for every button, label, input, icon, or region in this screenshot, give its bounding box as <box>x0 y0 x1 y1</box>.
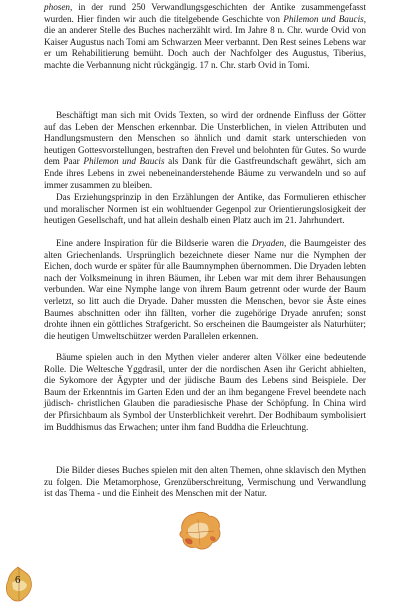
p3-seg-0: Das Erziehungsprinzip in den Erzählungen der Antike, das Formulieren ethischer und moralischer Normen ist ein wohltuender Gegenpol zur Orientierungslosigkeit der heutigen Gesellschaft, und hat allein deshalb einen Platz auch im 21. Jahrhundert. <box>44 192 366 226</box>
paragraph-6 <box>44 465 366 500</box>
autumn-leaf-icon <box>176 509 224 553</box>
p2-seg-0: Beschäftigt man sich mit Ovids Texten, so wird der ordnende Einfluss der Götter auf das Leben der Menschen erkennbar. Die Unsterblichen, in vielen Attributen und Handlungsmustern den Menschen so ähnlich und damit stark unterschieden von heutigen Gottesvorstellungen, bestraften den Frevel und belohnten für Gutes. So wurde dem Paar <box>44 110 366 167</box>
p1-seg-0: phosen <box>44 2 71 12</box>
p1-seg-2: Philemon und Baucis <box>283 13 364 24</box>
p2-seg-1: Philemon und Baucis <box>83 156 165 167</box>
p4-seg-0: Eine andere Inspiration für die Bildserie waren die <box>56 238 252 248</box>
p1-seg-3: , die an anderer Stelle des Buches nacherzählt wird. Im Jahre 8 n. Chr. wurde Ovid von Kaiser Augustus nach Tomi am Schwarzen Meer verbannt. Den Rest seines Lebens war er um Rehabilitierung bemüht. Doch auch der Nachfolger des Augustus, Tiberius, machte die Verbannung nicht rückgängig. 17 n. Chr. starb Ovid in Tomi. <box>44 13 366 70</box>
paragraph-5 <box>44 352 366 433</box>
paragraph-3 <box>44 192 366 227</box>
p5-seg-0: Bäume spielen auch in den Mythen vieler anderer alten Völker eine bedeutende Rolle. Die Weltesche Yggdrasil, unter der die nordischen Asen ihr Gericht abhielten, die Sykomore der Ägypter und der jüdische Baum des Lebens sind Beispiele. Der Baum der Erkenntnis im Garten Eden und der an ihm begangene Frevel beendete nach jüdisch- christlichen Glauben die paradiesische Phase der Schöpfung. In China wird der Pfirsichbaum als Symbol der Unsterblichkeit verehrt. Der Bodhibaum symbolisiert im Buddhismus das Erwachen; unter ihm fand Buddha die Erleuchtung. <box>44 352 366 432</box>
paragraph-1 <box>44 2 366 72</box>
page-number: 6 <box>15 574 21 586</box>
p4-seg-1: Dryaden <box>251 238 285 248</box>
p6-seg-0: Die Bilder dieses Buches spielen mit den alten Themen, ohne sklavisch den Mythen zu folgen. Die Metamorphose, Grenzüberschreitung, Vermischung und Verwandlung ist das Thema - und die Einheit des Menschen mit der Natur. <box>44 465 366 499</box>
paragraph-4 <box>44 238 366 342</box>
paragraph-2 <box>44 110 366 191</box>
p2-seg-2: als Dank für die Gastfreundschaft gewährt, sich am Ende ihres Lebens in zwei nebeneinanderstehende Bäume zu verwandeln und so auf immer zusammen zu bleiben. <box>44 156 366 190</box>
p4-seg-2: , die Baumgeister des alten Griechenlands. Ursprünglich bezeichnete dieser Name nur die Nymphen der Eichen, doch wurde er später für alle Baumnymphen übernommen. Die Dryaden lebten nach der Volksmeinung in ihren Bäumen, ihr Leben war mit dem ihrer Behausungen verbunden. War eine Nymphe lange von ihrem Baum getrennt oder wurde der Baum verletzt, so litt auch die Dryade. Daher mussten die Menschen, bevor sie Äste eines Baumes abschnitten oder ihn fällten, vorher die zugehörige Dryade anrufen; sonst drohte ihnen ein göttliches Strafgericht. So erscheinen die Baumgeister als Naturhüter; die heutigen Umweltschützer werden Parallelen erkennen. <box>44 238 366 341</box>
p1-seg-1: , in der rund 250 Verwandlungsgeschichten der Antike zusammengefasst wurden. Hier finden wir auch die titelgebende Geschichte von <box>44 2 366 24</box>
